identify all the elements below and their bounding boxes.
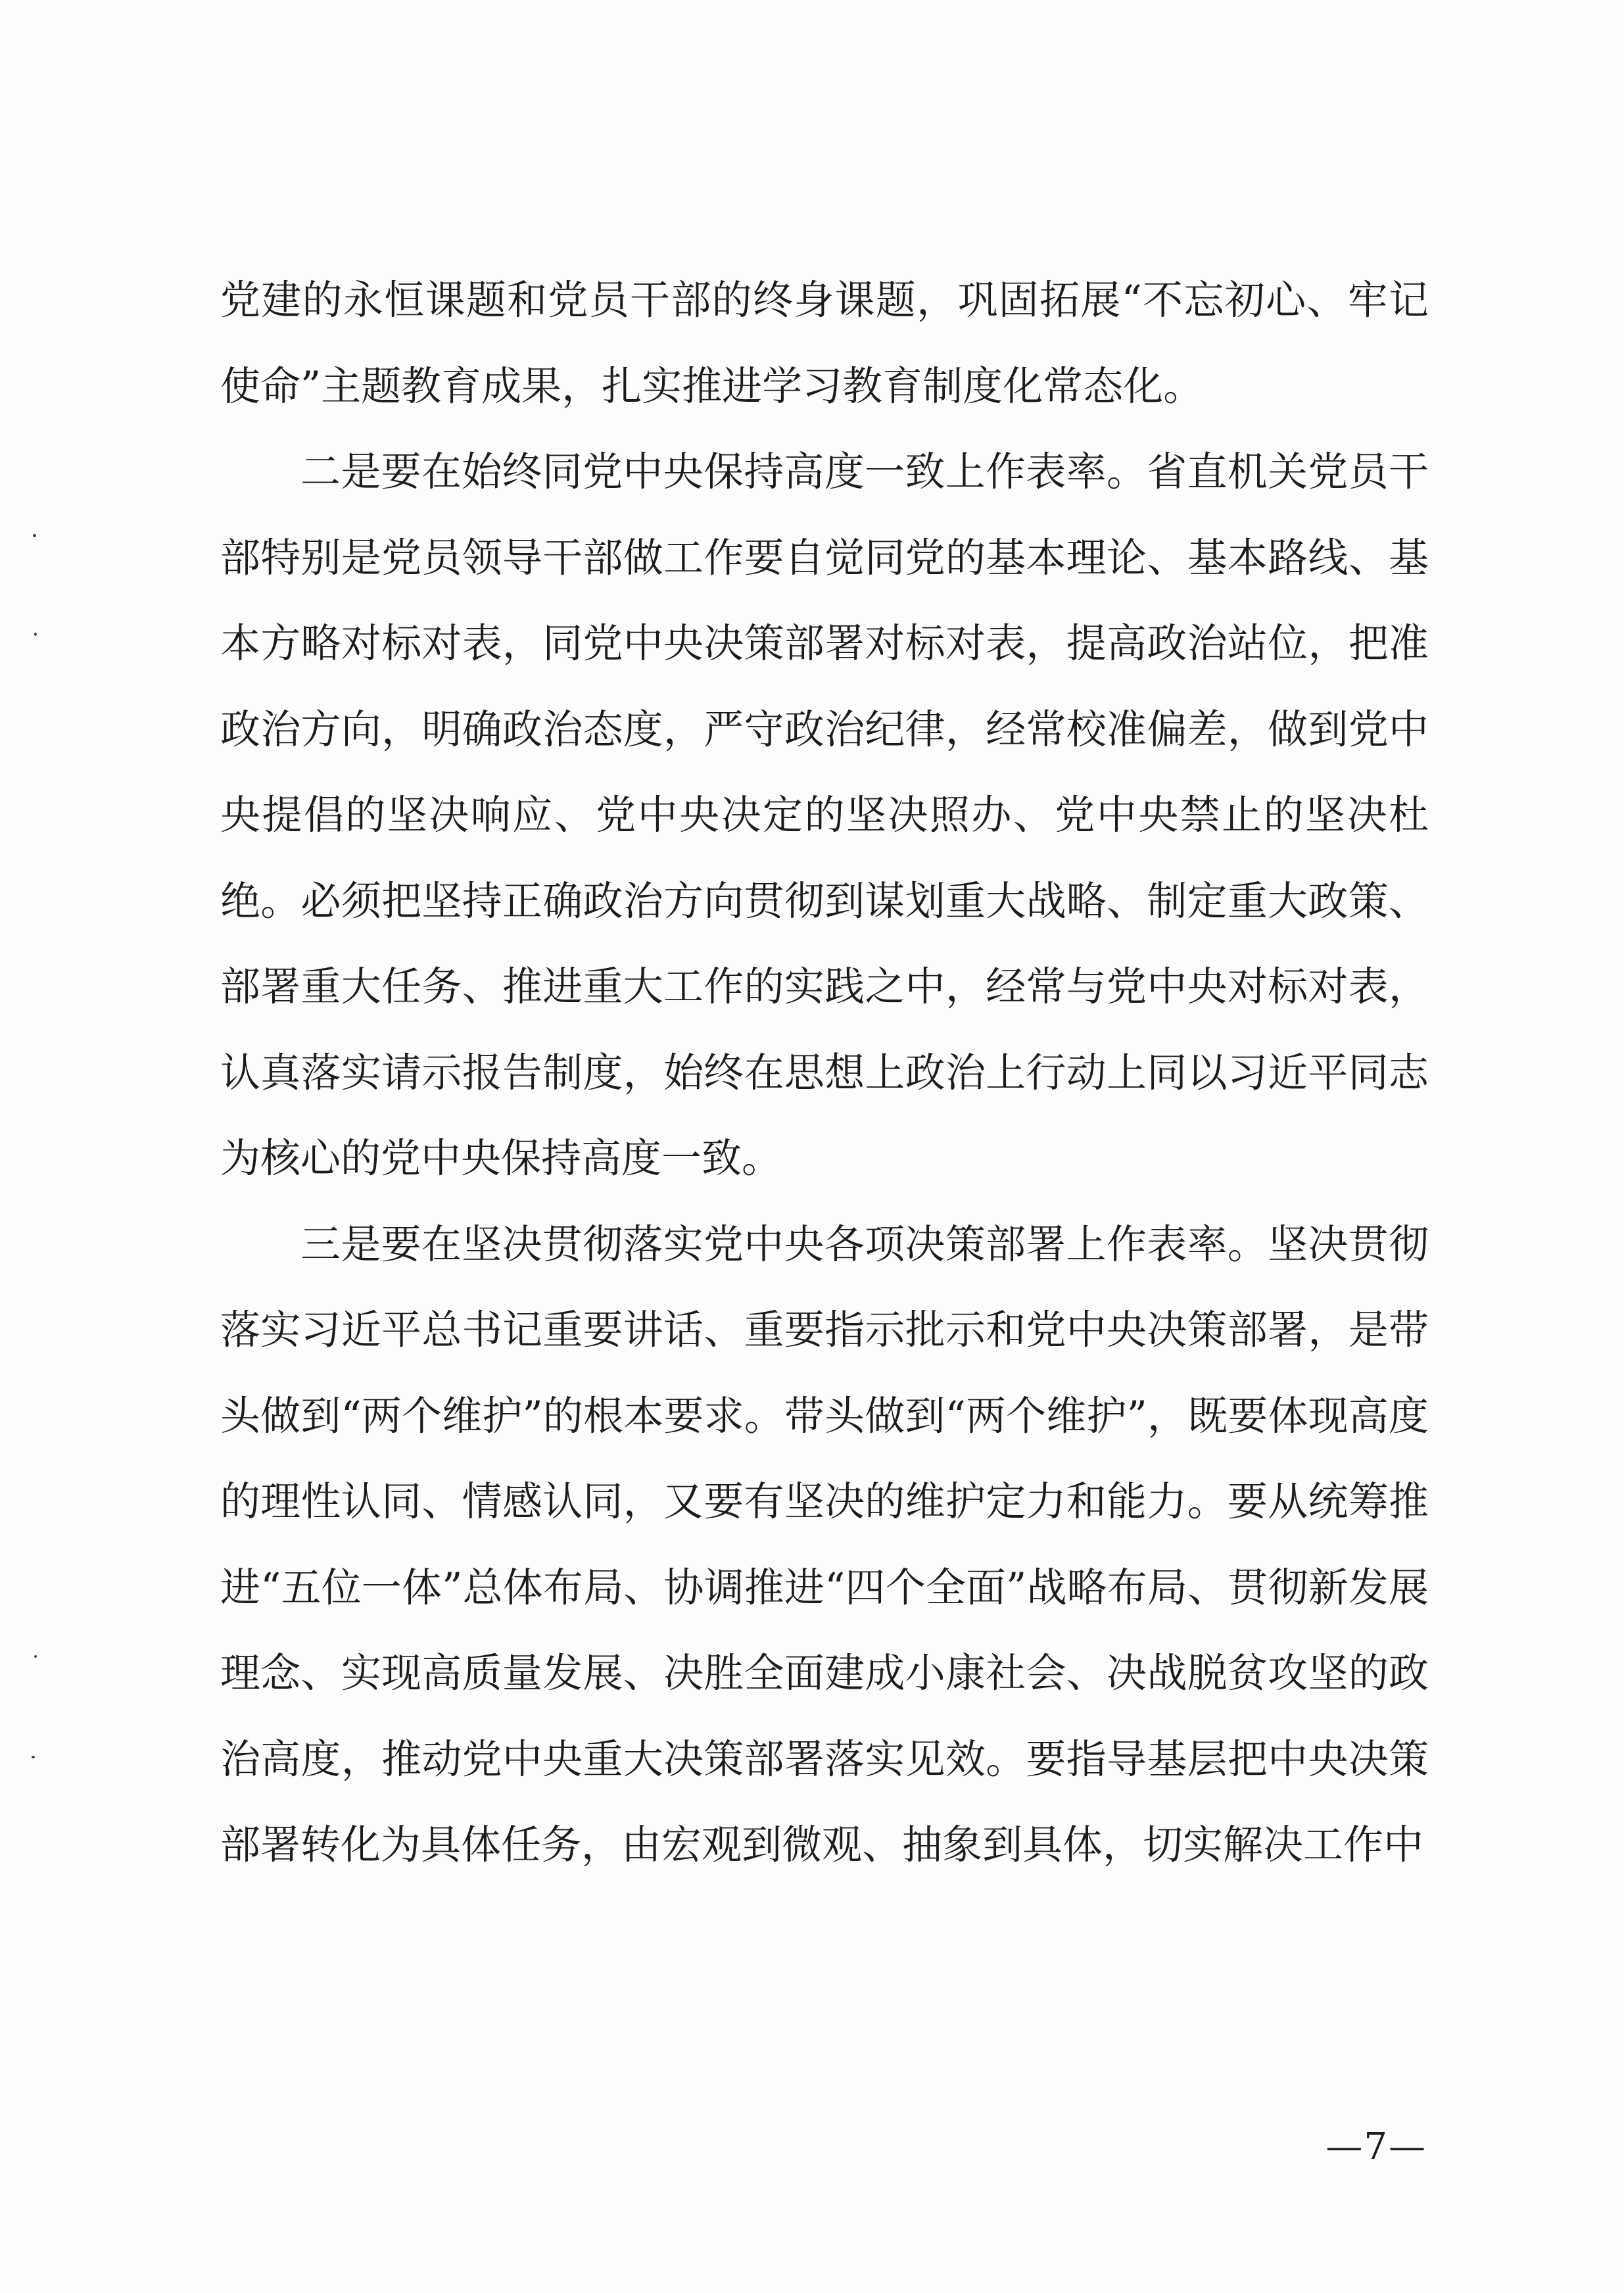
paragraph-1: 党建的永恒课题和党员干部的终身课题，巩固拓展“不忘初心、牢记使命”主题教育成果，扎实推进学习教育制度化常态化。: [220, 277, 1429, 410]
scan-speck: [34, 1655, 37, 1658]
scan-speck: [32, 1756, 35, 1758]
page-number: —7—: [1325, 2125, 1427, 2168]
paragraph-3: 三是要在坚决贯彻落实党中央各项决策部署上作表率。坚决贯彻落实习近平总书记重要讲话、重要指示批示和党中央决策部署，是带头做到“两个维护”的根本要求。带头做到“两个维护”，既要体现高度的理性认同、情感认同，又要有坚决的维护定力和能力。要从统筹推进“五位一体”总体布局、协调推进“四个全面”战略布局、贯彻新发展理念、实现高质量发展、决胜全面建成小康社会、决战脱贫攻坚的政治高度，推动党中央重大决策部署落实见效。要指导基层把中央决策部署转化为具体任务，由宏观到微观、抽象到具体，切实解决工作中: [220, 1220, 1429, 1868]
scan-speck: [33, 534, 36, 537]
scan-speck: [34, 633, 37, 636]
body-text: [220, 258, 1429, 1889]
paragraph-2: 二是要在始终同党中央保持高度一致上作表率。省直机关党员干部特别是党员领导干部做工作要自觉同党的基本理论、基本路线、基本方略对标对表，同党中央决策部署对标对表，提高政治站位，把准政治方向，明确政治态度，严守政治纪律，经常校准偏差，做到党中央提倡的坚决响应、党中央决定的坚决照办、党中央禁止的坚决杜绝。必须把坚持正确政治方向贯彻到谋划重大战略、制定重大政策、部署重大任务、推进重大工作的实践之中，经常与党中央对标对表，认真落实请示报告制度，始终在思想上政治上行动上同以习近平同志为核心的党中央保持高度一致。: [220, 448, 1429, 1182]
